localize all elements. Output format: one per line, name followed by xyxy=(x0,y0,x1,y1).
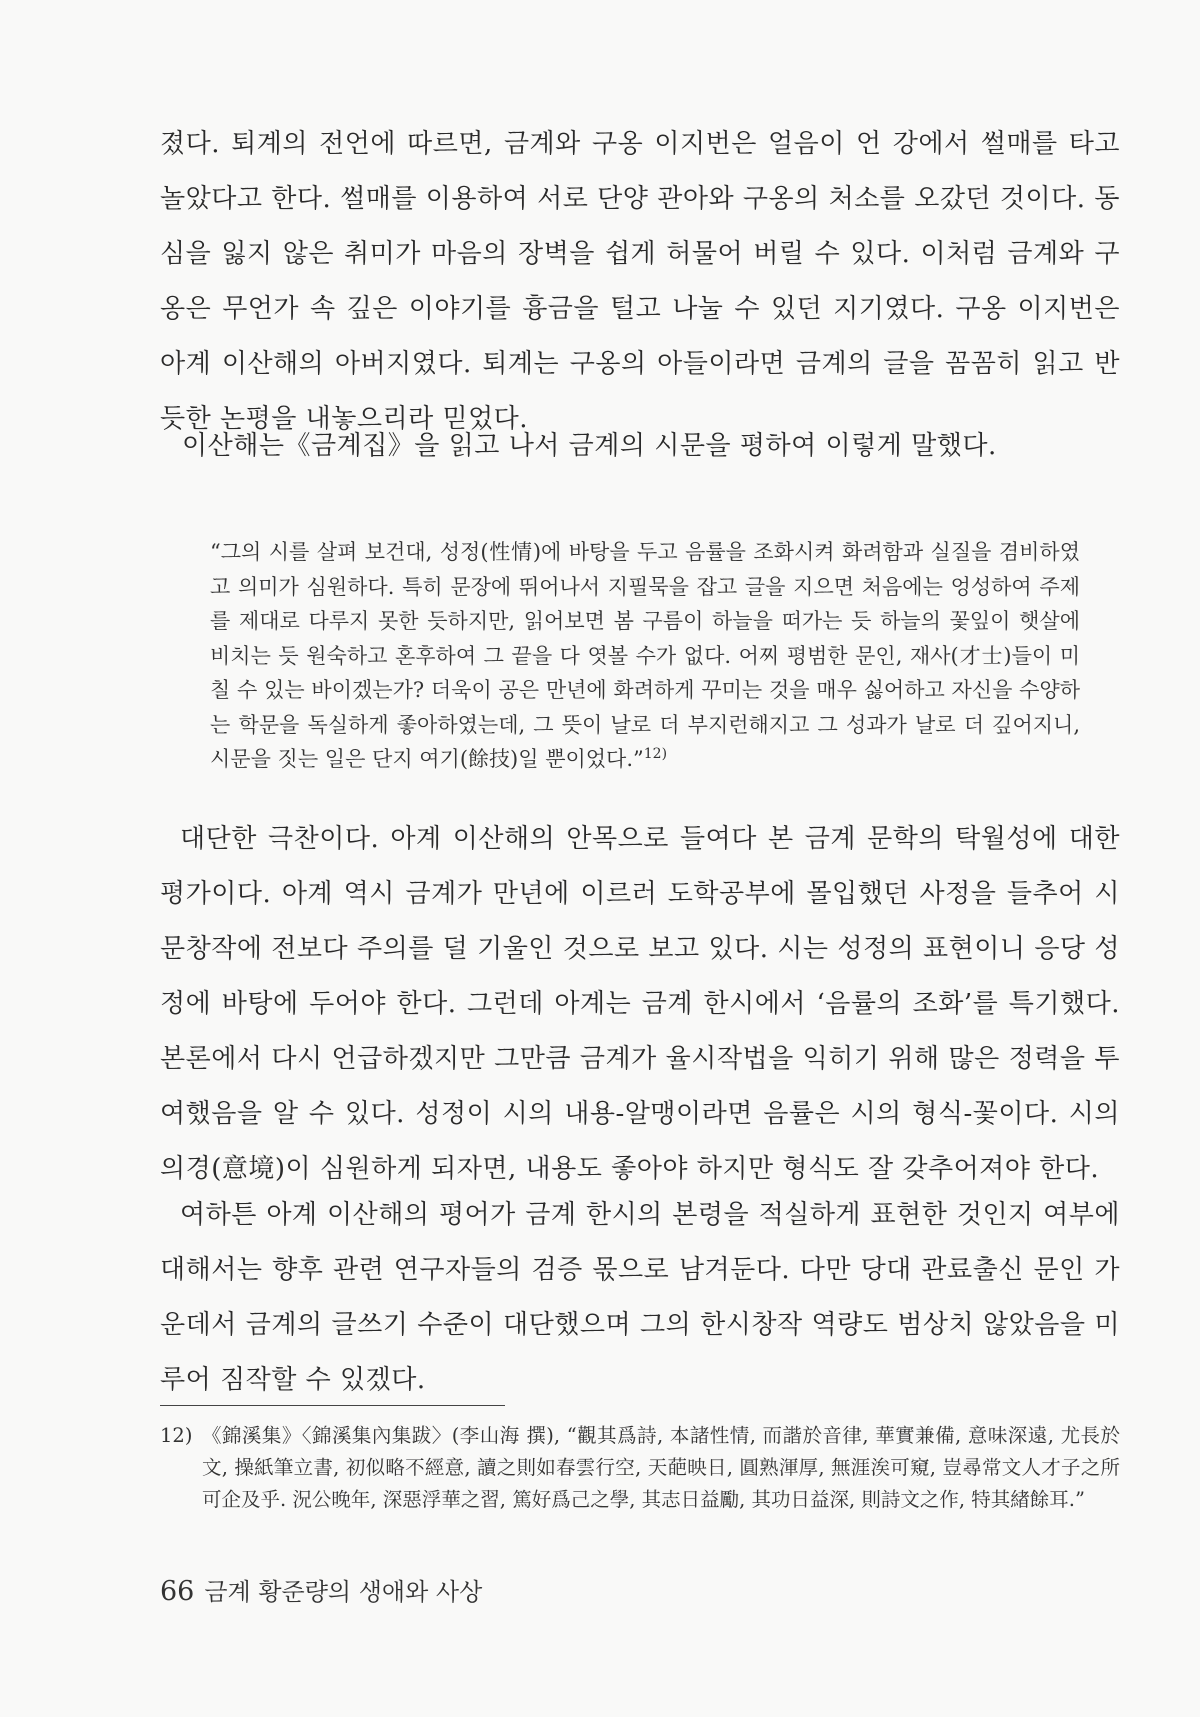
body-paragraph-4: 여하튼 아계 이산해의 평어가 금계 한시의 본령을 적실하게 표현한 것인지 여부에 대해서는 향후 관련 연구자들의 검증 몫으로 남겨둔다. 다만 당대 관료출신 문인 가운데서 금계의 글쓰기 수준이 대단했으며 그의 한시창작 역량도 범상치 않았음을 미루어 짐작할 수 있겠다. xyxy=(160,1200,1120,1395)
page-footer xyxy=(160,1572,482,1607)
block-quote-text: “그의 시를 살펴 보건대, 성정(性情)에 바탕을 두고 음률을 조화시켜 화려함과 실질을 겸비하였고 의미가 심원하다. 특히 문장에 뛰어나서 지필묵을 잡고 글을 지으면 처음에는 엉성하여 주제를 제대로 다루지 못한 듯하지만, 읽어보면 봄 구름이 하늘을 떠가는 듯 하늘의 꽃잎이 햇살에 비치는 듯 원숙하고 혼후하여 그 끝을 다 엿볼 수가 없다. 어찌 평범한 문인, 재사(才士)들이 미칠 수 있는 바이겠는가? 더욱이 공은 만년에 화려하게 꾸미는 것을 매우 싫어하고 자신을 수양하는 학문을 독실하게 좋아하였는데, 그 뜻이 날로 더 부지런해지고 그 성과가 날로 더 깊어지니, 시문을 짓는 일은 단지 여기(餘技)일 뿐이었다.” xyxy=(210,540,1080,771)
footnote-reference: 12) xyxy=(643,746,668,762)
body-paragraph-3: 대단한 극찬이다. 아계 이산해의 안목으로 들여다 본 금계 문학의 탁월성에 대한 평가이다. 아계 역시 금계가 만년에 이르러 도학공부에 몰입했던 사정을 들추어 시문창작에 전보다 주의를 덜 기울인 것으로 보고 있다. 시는 성정의 표현이니 응당 성정에 바탕에 두어야 한다. 그런데 아계는 금계 한시에서 ‘음률의 조화’를 특기했다. 본론에서 다시 언급하겠지만 그만큼 금계가 율시작법을 익히기 위해 많은 정력을 투여했음을 알 수 있다. 성정이 시의 내용-알맹이라면 음률은 시의 형식-꽃이다. 시의 의경(意境)이 심원하게 되자면, 내용도 좋아야 하지만 형식도 잘 갖추어져야 한다. xyxy=(160,824,1120,1184)
footnote-number: 12) xyxy=(160,1424,193,1447)
footnote-divider xyxy=(160,1405,505,1406)
block-quote xyxy=(210,535,1080,777)
body-paragraph-1: 졌다. 퇴계의 전언에 따르면, 금계와 구옹 이지번은 얼음이 언 강에서 썰매를 타고 놀았다고 한다. 썰매를 이용하여 서로 단양 관아와 구옹의 처소를 오갔던 것이다. 동심을 잃지 않은 취미가 마음의 장벽을 쉽게 허물어 버릴 수 있다. 이처럼 금계와 구옹은 무언가 속 깊은 이야기를 흉금을 털고 나눌 수 있던 지기였다. 구옹 이지번은 아계 이산해의 아버지였다. 퇴계는 구옹의 아들이라면 금계의 글을 꼼꼼히 읽고 반듯한 논평을 내놓으리라 믿었다. xyxy=(160,129,1120,434)
page-number: 66 xyxy=(160,1576,195,1607)
footnote xyxy=(160,1420,1120,1516)
footnote-text: 《錦溪集》〈錦溪集內集跋〉(李山海 撰), “觀其爲詩, 本諸性情, 而諧於音律, 華實兼備, 意味深遠, 尤長於文, 操紙筆立書, 初似略不經意, 讀之則如春雲行空, 天葩映日, 圓熟渾厚, 無涯涘可窺, 豈尋常文人才子之所可企及乎. 況公晚年, 深惡浮華之習, 篤好爲己之學, 其志日益勵, 其功日益深, 則詩文之作, 特其緖餘耳.” xyxy=(202,1424,1120,1511)
running-title: 금계 황준량의 생애와 사상 xyxy=(204,1578,483,1606)
body-paragraph-2: 이산해는《금계집》을 읽고 나서 금계의 시문을 평하여 이렇게 말했다. xyxy=(182,431,997,461)
